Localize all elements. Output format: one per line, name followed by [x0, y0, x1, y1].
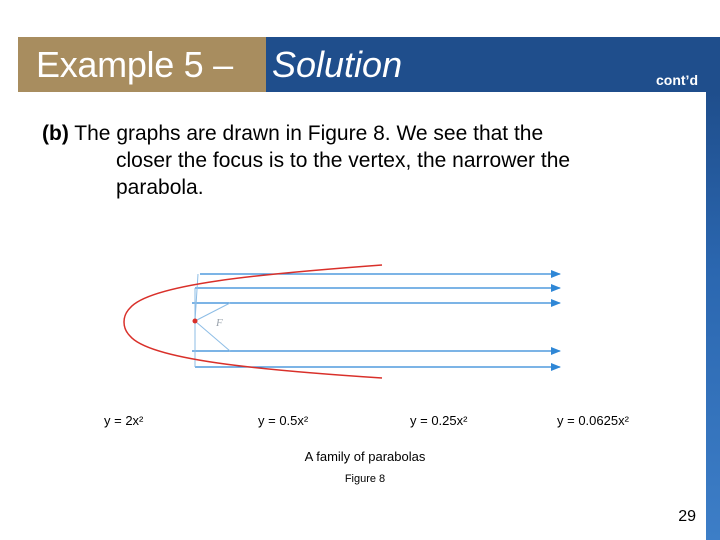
- figure-caption: A family of parabolas: [304, 449, 426, 464]
- body-line-1: The graphs are drawn in Figure 8. We see that the: [74, 122, 544, 145]
- equation-label-4: y = 0.0625x²: [557, 413, 629, 428]
- part-label: (b): [42, 122, 69, 145]
- equation-label-2: y = 0.5x²: [258, 413, 309, 428]
- focus-label: F: [216, 317, 223, 329]
- focus-point: [193, 319, 198, 324]
- slide-title-italic: Solution: [272, 44, 403, 85]
- continued-label: cont’d: [656, 72, 698, 88]
- slide-title: Example 5 –: [36, 44, 233, 85]
- body-line-3: parabola.: [116, 176, 204, 199]
- equation-label-3: y = 0.25x²: [410, 413, 468, 428]
- reflected-rays: [192, 274, 560, 367]
- body-paragraph: [42, 120, 672, 201]
- parabola-figure: [110, 250, 590, 390]
- equation-label-1: y = 2x²: [104, 413, 144, 428]
- parabola-curve: [124, 265, 382, 378]
- figure-label: Figure 8: [344, 473, 386, 485]
- page-number: 29: [678, 508, 696, 525]
- body-line-2: closer the focus is to the vertex, the narrower the: [116, 149, 571, 172]
